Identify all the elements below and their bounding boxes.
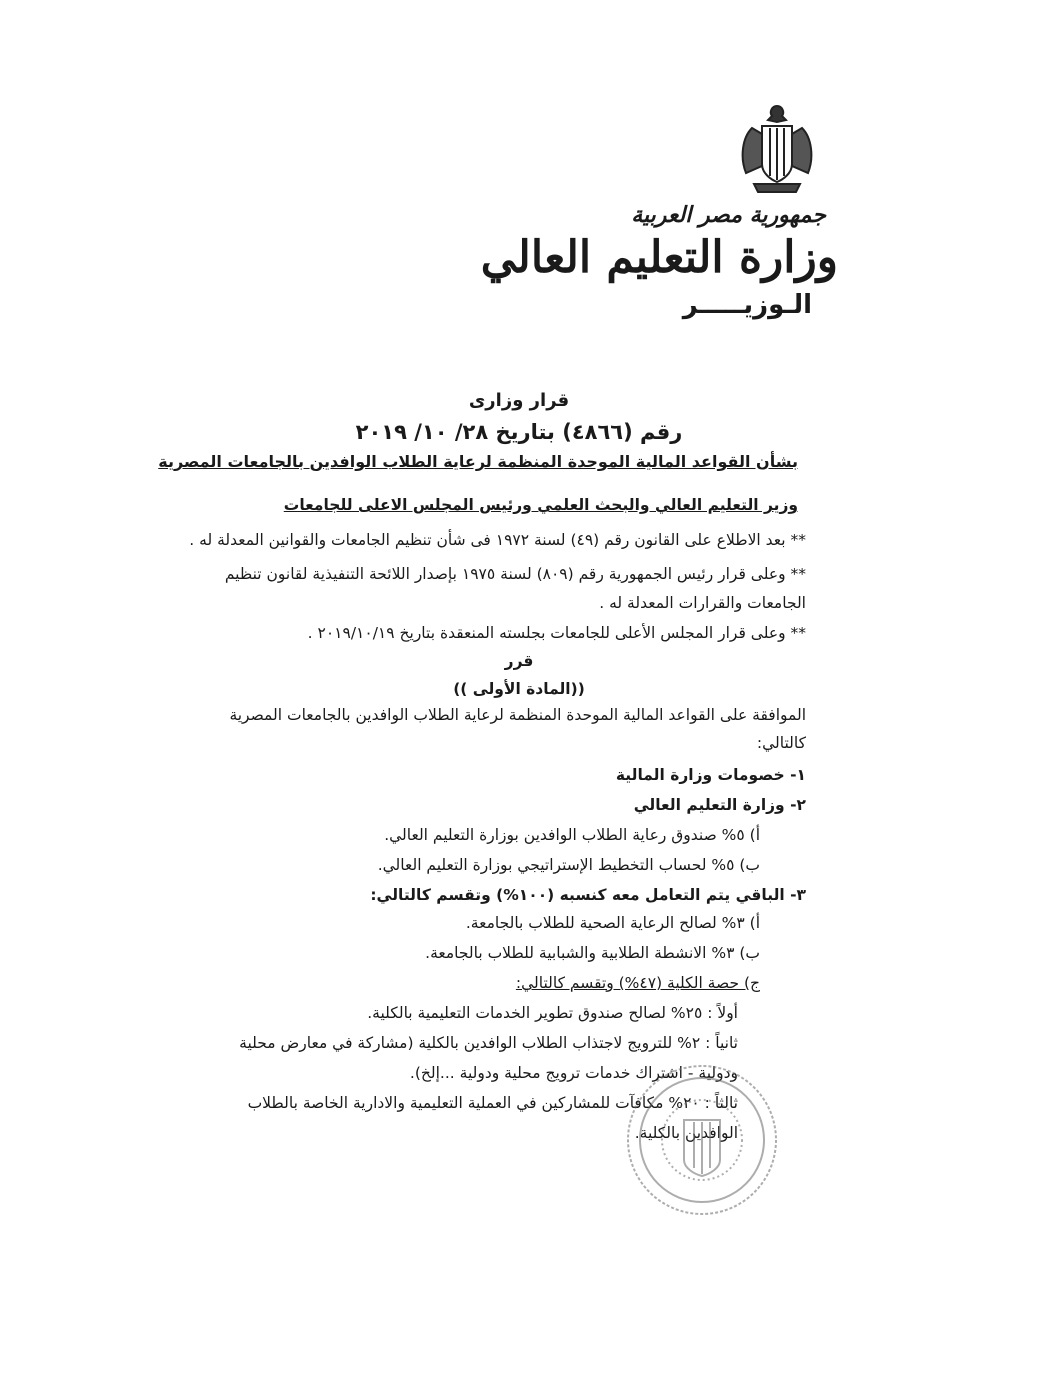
share-first: أولاً : ٢٥% لصالح صندوق تطوير الخدمات التعليمية بالكلية. [367, 1004, 738, 1022]
ministry-seal-stamp-icon [622, 1060, 782, 1220]
share-second-2: ودولية - اشتراك خدمات ترويج محلية ودولية ...إلخ). [409, 1064, 738, 1082]
article-intro-1: الموافقة على القواعد المالية الموحدة المنظمة لرعاية الطلاب الوافدين بالجامعات المصرية [229, 706, 806, 724]
decision-label: قرر [504, 652, 534, 670]
item-3b: ب) ٣% الانشطة الطلابية والشبابية للطلاب بالجامعة. [425, 944, 760, 962]
item-2a: أ) ٥% صندوق رعاية الطلاب الوافدين بوزارة التعليم العالي. [384, 826, 760, 844]
item-2b: ب) ٥% لحساب التخطيط الإستراتيجي بوزارة التعليم العالي. [377, 856, 760, 874]
item-1: ١- خصومات وزارة المالية [615, 766, 806, 784]
article-intro-2: كالتالي: [756, 734, 806, 752]
item-3: ٣- الباقي يتم التعامل معه كنسبه (١٠٠%) وتقسم كالتالي: [370, 886, 806, 904]
letterhead-country: جمهورية مصر العربية [631, 202, 826, 228]
share-second-1: ثانياً : ٢% للترويج لاجتذاب الطلاب الوافدين بالكلية (مشاركة في معارض محلية [239, 1034, 738, 1052]
decree-subject: بشأن القواعد المالية الموحدة المنظمة لرعاية الطلاب الوافدين بالجامعات المصرية [158, 452, 798, 471]
item-3c: ج) حصة الكلية (٤٧%) وتقسم كالتالي: [515, 974, 760, 992]
preamble-clause-2b: الجامعات والقرارات المعدلة له . [599, 594, 806, 612]
letterhead-ministry: وزارة التعليم العالي [480, 232, 838, 283]
preamble-clause-2a: ** وعلى قرار رئيس الجمهورية رقم (٨٠٩) لسنة ١٩٧٥ بإصدار اللائحة التنفيذية لقانون تنظيم [224, 565, 806, 583]
preamble-authority: وزير التعليم العالي والبحث العلمي ورئيس المجلس الاعلى للجامعات [283, 496, 798, 514]
share-third-2: الوافدين بالكلية. [634, 1124, 738, 1142]
item-3a: أ) ٣% لصالح الرعاية الصحية للطلاب بالجامعة. [465, 914, 760, 932]
share-third-1: ثالثاً : ٢٠% مكافآت للمشاركين في العملية التعليمية والادارية الخاصة بالطلاب [247, 1094, 738, 1112]
egypt-eagle-emblem-icon [732, 98, 822, 198]
article-title: ((المادة الأولى )) [453, 680, 585, 698]
decree-number: رقم (٤٨٦٦) بتاريخ ٢٨/ ١٠/ ٢٠١٩ [355, 420, 683, 444]
decree-heading: قرار وزارى [468, 390, 570, 411]
letterhead-minister: الـوزيـــــر [682, 290, 812, 320]
preamble-clause-1: ** بعد الاطلاع على القانون رقم (٤٩) لسنة ١٩٧٢ فى شأن تنظيم الجامعات والقوانين المعدلة له . [189, 531, 806, 549]
preamble-clause-3: ** وعلى قرار المجلس الأعلى للجامعات بجلسته المنعقدة بتاريخ ٢٠١٩/١٠/١٩ . [307, 624, 806, 642]
item-2: ٢- وزارة التعليم العالي [633, 796, 806, 814]
